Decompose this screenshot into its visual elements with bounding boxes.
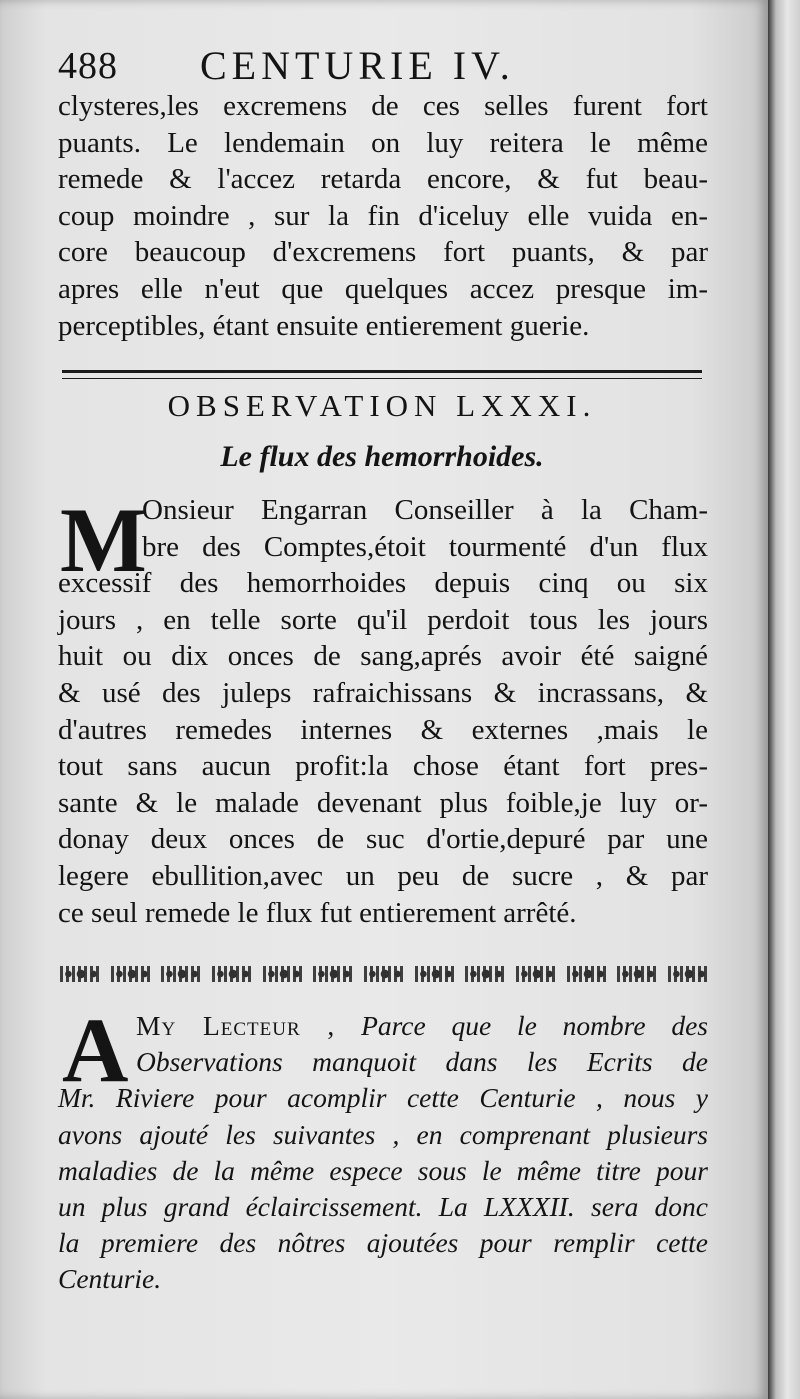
section-rule bbox=[62, 370, 702, 379]
ornament-glyph bbox=[161, 966, 203, 982]
text-line: core beaucoup d'excremens fort puants, & par bbox=[58, 236, 708, 269]
ornament-glyph bbox=[111, 966, 153, 982]
text-line: sante & le malade devenant plus foible,je luy or- bbox=[58, 786, 708, 819]
running-title: CENTURIE IV. bbox=[200, 43, 515, 88]
text-line: excessif des hemorrhoides depuis cinq ou six bbox=[58, 567, 708, 600]
observation-heading: OBSERVATION LXXXI. bbox=[167, 388, 597, 423]
ornament-glyph bbox=[617, 966, 659, 982]
note-paragraph bbox=[58, 999, 708, 1298]
ornament-glyph bbox=[364, 966, 406, 982]
text-line: & usé des juleps rafraichissans & incrassans, & bbox=[58, 676, 708, 709]
text-line: d'autres remedes internes & externes ,mais le bbox=[58, 713, 708, 746]
text-line: un plus grand éclaircissement. La LXXXII. sera donc bbox=[58, 1191, 708, 1223]
ornament-glyph bbox=[668, 966, 710, 982]
text-line: ce seul remede le flux fut entierement arrêté. bbox=[58, 896, 577, 929]
text-line: avons ajouté les suivantes , en comprenant plusieurs bbox=[58, 1118, 708, 1150]
ornament-glyph bbox=[60, 966, 102, 982]
text-line: Mr. Riviere pour acomplir cette Centurie , nous y bbox=[58, 1082, 708, 1114]
text-line: tout sans aucun profit:la chose étant fort pres- bbox=[58, 750, 708, 783]
ornament-glyph bbox=[516, 966, 558, 982]
text-line: Centurie. bbox=[58, 1263, 162, 1295]
text-line: perceptibles, étant ensuite entierement guerie. bbox=[58, 309, 590, 342]
text-line: maladies de la même espece sous le même titre pour bbox=[58, 1154, 708, 1186]
ornament-glyph bbox=[415, 966, 457, 982]
text-line: donay deux onces de suc d'ortie,depuré par une bbox=[58, 823, 708, 856]
ornamental-border bbox=[60, 962, 710, 986]
ornament-glyph bbox=[263, 966, 305, 982]
note-opening: My Lecteur , bbox=[136, 1010, 336, 1041]
ornament-glyph bbox=[465, 966, 507, 982]
text-line: Onsieur Engarran Conseiller à la Cham- bbox=[142, 494, 708, 526]
observation-body bbox=[58, 489, 708, 931]
ornament-glyph bbox=[212, 966, 254, 982]
observation-dropcap: M bbox=[60, 489, 147, 591]
text-line: coup moindre , sur la fin d'iceluy elle vuida en- bbox=[58, 199, 708, 232]
text-line: clysteres,les excremens de ces selles furent fort bbox=[58, 90, 708, 122]
text-line bbox=[58, 1008, 708, 1044]
note-dropcap: A bbox=[62, 999, 129, 1101]
top-paragraph bbox=[58, 88, 708, 344]
text-line: bre des Comptes,étoit tourmenté d'un flux bbox=[142, 530, 708, 563]
page-edge-shadow bbox=[768, 0, 800, 1399]
ornament-glyph bbox=[567, 966, 609, 982]
text-line: la premiere des nôtres ajoutées pour remplir cette bbox=[58, 1227, 708, 1259]
text-line: puants. Le lendemain on luy reitera le même bbox=[58, 126, 708, 159]
text-line: legere ebullition,avec un peu de sucre , & par bbox=[58, 859, 708, 892]
text-line: apres elle n'eut que quelques accez presque im- bbox=[58, 272, 708, 305]
page-header bbox=[58, 42, 698, 92]
text-line: jours , en telle sorte qu'il perdoit tous les jours bbox=[58, 603, 708, 636]
page-number: 488 bbox=[58, 45, 118, 87]
text-line: remede & l'accez retarda encore, & fut beau- bbox=[58, 163, 708, 196]
observation-subtitle: Le flux des hemorrhoides. bbox=[220, 440, 544, 473]
note-line: Parce que le nombre des bbox=[361, 1010, 708, 1041]
text-line: Observations manquoit dans les Ecrits de bbox=[136, 1046, 708, 1078]
text-line: huit ou dix onces de sang,aprés avoir été saigné bbox=[58, 640, 708, 673]
ornament-glyph bbox=[313, 966, 355, 982]
